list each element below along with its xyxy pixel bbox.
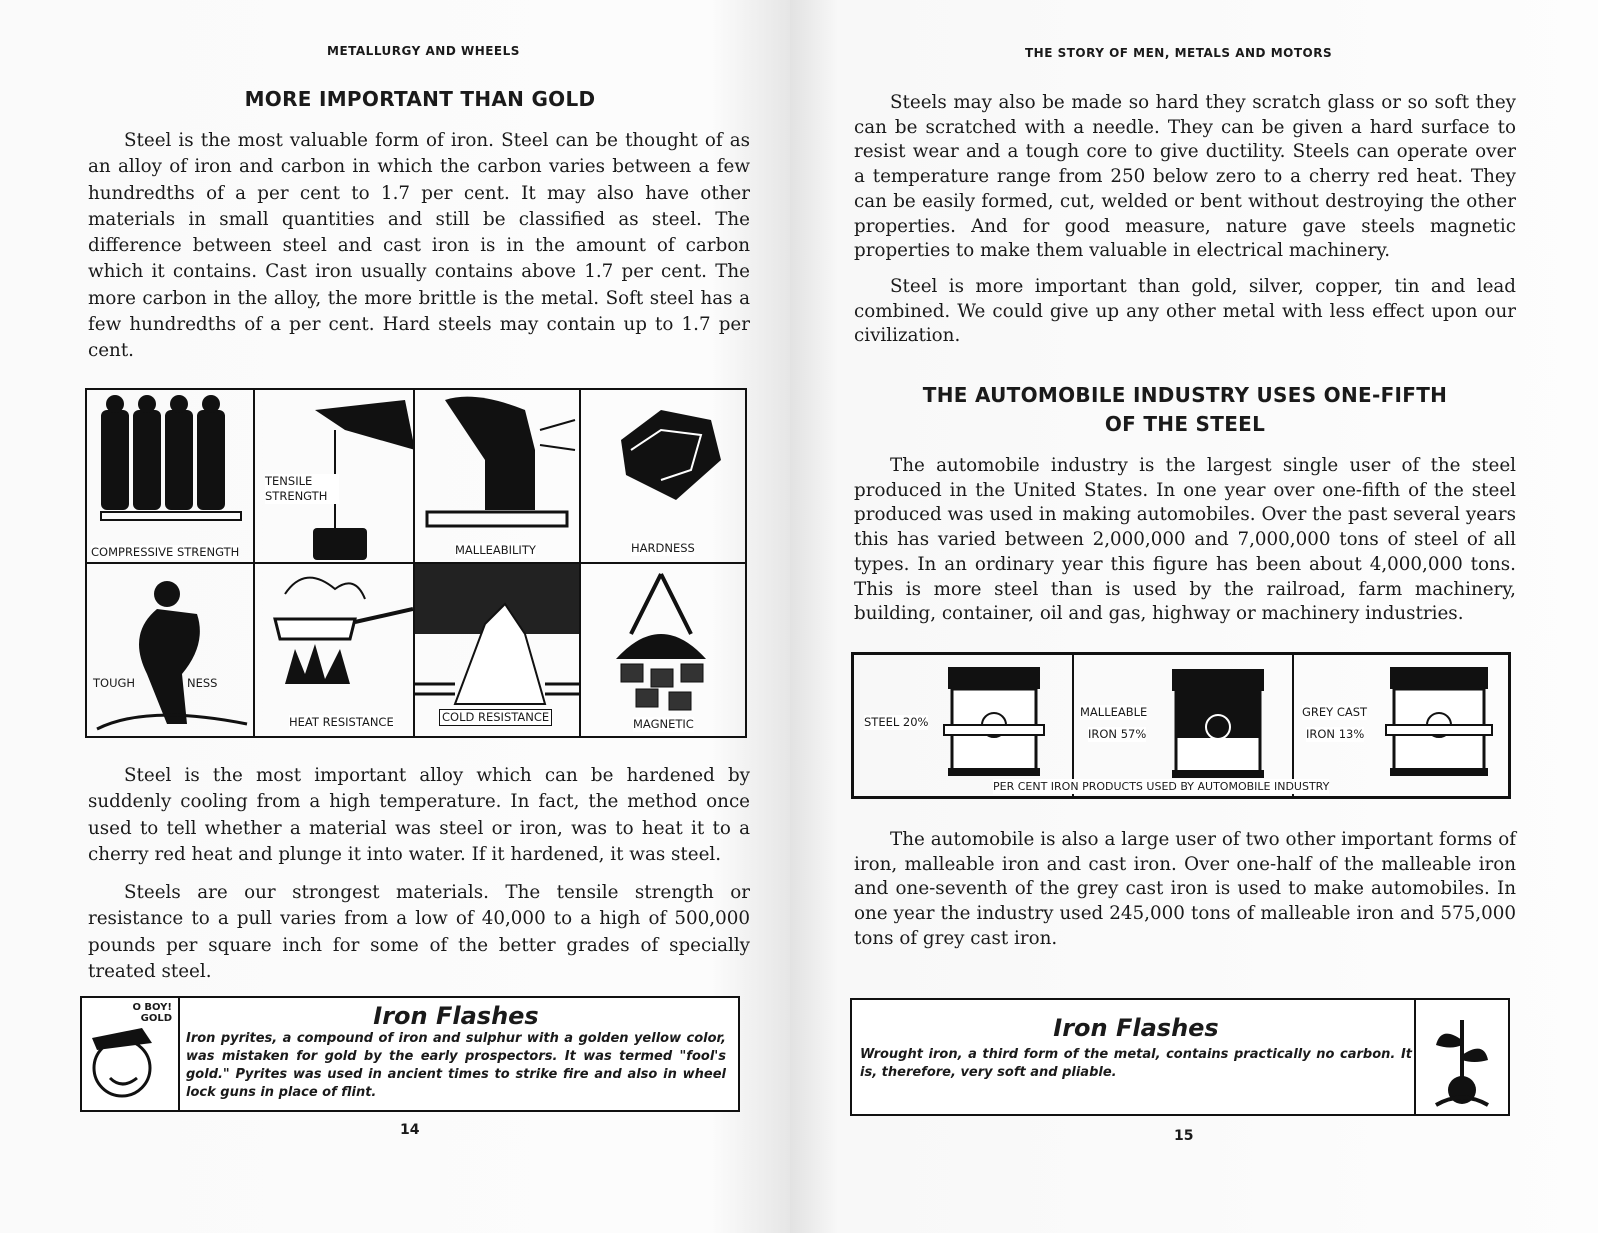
cell-magnetic [580, 563, 746, 737]
flash-title: Iron Flashes [1053, 1014, 1219, 1042]
label: HARDNESS [631, 541, 695, 555]
label: IRON 57% [1088, 727, 1147, 741]
cartoon-plant [1414, 1000, 1508, 1114]
men-standing-icon [87, 390, 254, 563]
cell-hardness [580, 389, 746, 563]
page-number: 14 [400, 1122, 420, 1138]
label: NESS [187, 676, 218, 690]
cell-toughness [86, 563, 254, 737]
cell-cold-resistance [414, 563, 580, 737]
page-number: 15 [1174, 1128, 1194, 1144]
paragraph: Steels may also be made so hard they scratch glass or so soft they can be scratched with a needle. They can be given a hard surface to resist wear and a tough core to give ductility. Steels can operate over a temperature range from 250 below zero to a cherry red heat. They can be easily formed, cut, welded or bent without destroying the other properties. And for good measure, nature gave steels magnetic properties to make them valuable in electrical machinery. [854, 92, 1516, 262]
paragraph: The automobile is also a large user of two other important forms of iron, malleable iron and cast iron. Over one-half of the malleable iron and one-seventh of the grey cast iron is used to make automobiles. In one year the industry used 245,000 tons of malleable iron and 575,000 tons of grey cast iron. [854, 829, 1516, 949]
magnet-icon [581, 564, 745, 737]
paragraph: Steel is more important than gold, silver, copper, tin and lead combined. We could give up any other metal with less effect upon our civilization. [854, 276, 1516, 347]
cell-malleability [414, 389, 580, 563]
iron-products-figure [851, 652, 1511, 799]
label: MALLEABLE [1080, 705, 1148, 719]
heading-line: OF THE STEEL [1104, 412, 1266, 436]
paragraph: The automobile industry is the largest single user of the steel produced in the United States. In one year over one-fifth of the steel produced was used in making automobiles. Over the past several years this has varied between 2,000,000 and 7,000,000 tons of steel of all types. In an ordinary year this figure has been about 4,000,000 tons. This is more steel than is used by the railroad, farm machinery, building, container, oil and gas, highway or machinery industries. [854, 455, 1516, 625]
label: MAGNETIC [633, 717, 694, 731]
running-head: METALLURGY AND WHEELS [327, 44, 520, 58]
flash-text: Iron pyrites, a compound of iron and sulphur with a golden yellow color, was mistaken for gold by the early prospectors. It was termed "fool's gold." Pyrites was used in ancient times to strike fire and also in wheel lock guns in place of flint. [186, 1031, 726, 1100]
steel-properties-illustration [85, 388, 747, 738]
engine-block-icon [942, 663, 1046, 781]
cartoon-speech: O BOY! GOLD [132, 1002, 172, 1024]
hammer-icon [415, 390, 580, 563]
pan-fire-icon [255, 564, 414, 737]
man-bending-icon [87, 564, 254, 737]
section-heading: MORE IMPORTANT THAN GOLD [244, 87, 596, 111]
heading-line: THE AUTOMOBILE INDUSTRY USES ONE-FIFTH [922, 383, 1448, 407]
cell-tensile-strength [254, 389, 414, 563]
paragraph: Steel is the most important alloy which can be hardened by suddenly cooling from a high temperature. In fact, the method once used to tell whether a material was steel or iron, was to heat it to a cherry red heat and plunge it into water. If it hardened, it was steel. [88, 765, 750, 865]
figure-item-grey-cast-iron [1293, 654, 1509, 797]
diamond-icon [581, 390, 745, 563]
figure-caption: PER CENT IRON PRODUCTS USED BY AUTOMOBILE INDUSTRY [993, 780, 1330, 793]
cell-compressive-strength [86, 389, 254, 563]
running-head: THE STORY OF MEN, METALS AND MOTORS [1025, 46, 1333, 60]
left-page [0, 0, 790, 1233]
right-page [790, 0, 1598, 1233]
cartoon-prospector [82, 998, 180, 1110]
cell-heat-resistance [254, 563, 414, 737]
flash-text: Wrought iron, a third form of the metal, contains practically no carbon. It is, therefore, very soft and pliable. [860, 1047, 1412, 1080]
iron-flashes-box [80, 996, 740, 1112]
label: HEAT RESISTANCE [289, 715, 394, 729]
engine-block-icon [1384, 663, 1494, 781]
label: TENSILE STRENGTH [265, 474, 339, 504]
plant-cartoon-icon [1416, 1000, 1508, 1114]
label: GREY CAST [1302, 705, 1368, 719]
paragraph: Steel is the most valuable form of iron. Steel can be thought of as an alloy of iron and carbon in which the carbon varies between a few hundredths of a per cent to 1.7 per cent. It may also have other materials in small quantities and still be classified as steel. The difference between steel and cast iron is in the amount of carbon which it contains. Cast iron usually contains above 1.7 per cent. The more carbon in the alloy, the more brittle is the metal. Soft steel has a few hundredths of a per cent. Hard steels may contain up to 1.7 per cent. [88, 130, 750, 362]
label: COLD RESISTANCE [439, 709, 552, 726]
figure-item-steel [853, 654, 1073, 797]
section-heading [854, 381, 1516, 439]
label: MALLEABILITY [455, 543, 536, 557]
iron-flashes-box [850, 998, 1510, 1116]
flash-title: Iron Flashes [373, 1002, 539, 1030]
label: TOUGH [93, 676, 136, 690]
label: STEEL 20% [864, 715, 929, 729]
figure-item-malleable-iron [1073, 654, 1293, 797]
engine-block-icon [1166, 665, 1270, 783]
label: COMPRESSIVE STRENGTH [91, 545, 240, 559]
label: IRON 13% [1306, 727, 1365, 741]
paragraph: Steels are our strongest materials. The tensile strength or resistance to a pull varies from a low of 40,000 to a high of 500,000 pounds per square inch for some of the better grades of specially treated steel. [88, 882, 750, 982]
